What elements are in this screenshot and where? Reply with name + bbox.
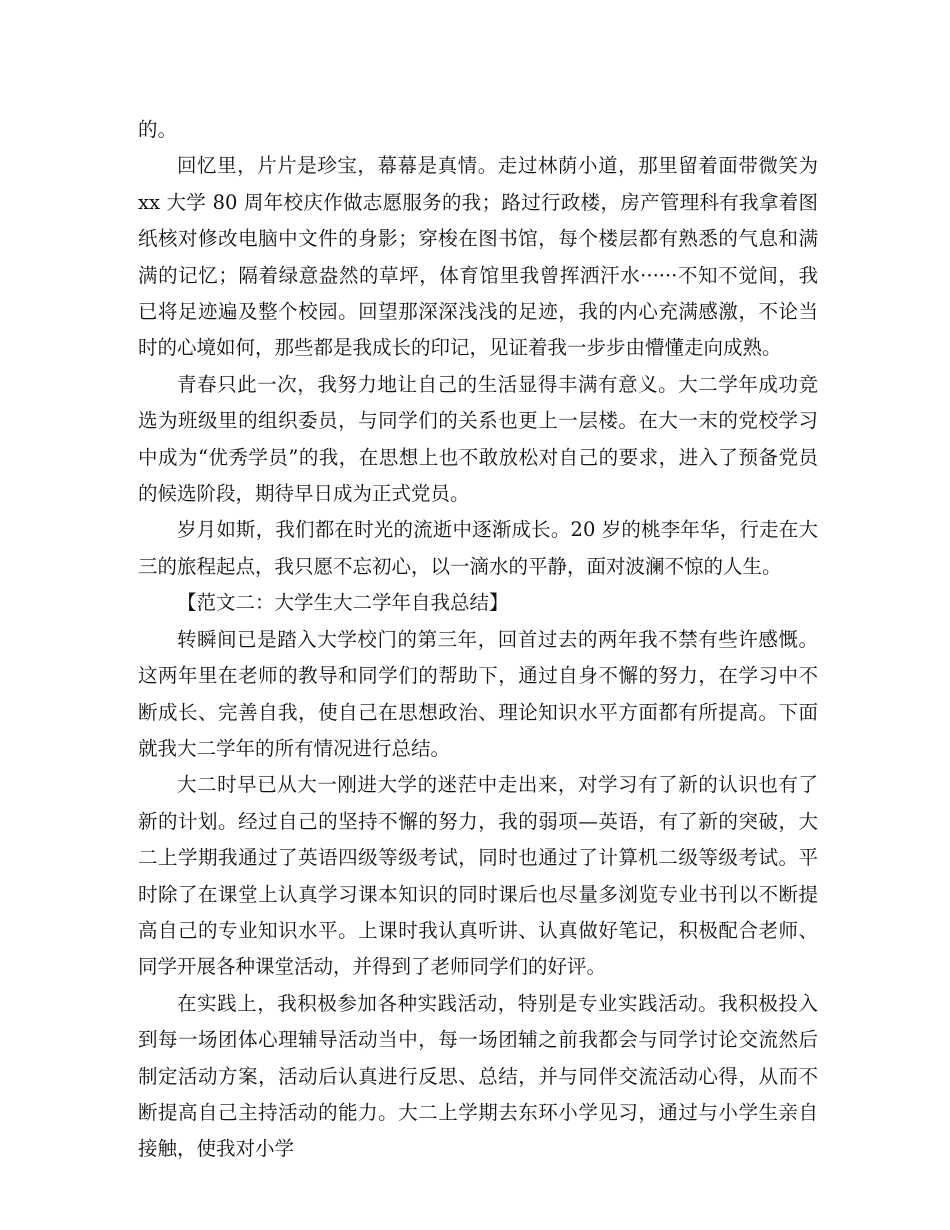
- paragraph-2: 回忆里，片片是珍宝，幕幕是真情。走过林荫小道，那里留着面带微笑为 xx 大学 80 周年校庆作做志愿服务的我；路过行政楼，房产管理科有我拿着图纸核对修改电脑中文件的身影；穿梭在图书馆，每个楼层都有熟悉的气息和满满的记忆；隔着绿意盎然的草坪，体育馆里我曾挥洒汗水······不知不觉间，我已将足迹遍及整个校园。回望那深深浅浅的足迹，我的内心充满感激，不论当时的心境如何，那些都是我成长的印记，见证着我一步步由懵懂走向成熟。: [138, 154, 818, 360]
- paragraph-4: 岁月如斯，我们都在时光的流逝中逐渐成长。20 岁的桃李年华，行走在大三的旅程起点，我只愿不忘初心，以一滴水的平静，面对波澜不惊的人生。: [138, 518, 818, 578]
- paragraph-6: 大二时早已从大一刚进大学的迷茫中走出来，对学习有了新的认识也有了新的计划。经过自己的坚持不懈的努力，我的弱项—英语，有了新的突破，大二上学期我通过了英语四级等级考试，同时也通过了计算机二级等级考试。平时除了在课堂上认真学习课本知识的同时课后也尽量多浏览专业书刊以不断提高自己的专业知识水平。上课时我认真听讲、认真做好笔记，积极配合老师、同学开展各种课堂活动，并得到了老师同学们的好评。: [138, 773, 818, 979]
- paragraph-1: 的。: [138, 118, 178, 141]
- paragraph-7: 在实践上，我积极参加各种实践活动，特别是专业实践活动。我积极投入到每一场团体心理辅导活动当中，每一场团辅之前我都会与同学讨论交流然后制定活动方案，活动后认真进行反思、总结，并与同伴交流活动心得，从而不断提高自己主持活动的能力。大二上学期去东环小学见习，通过与小学生亲自接触，使我对小学: [138, 991, 818, 1161]
- paragraph-5: 转瞬间已是踏入大学校门的第三年，回首过去的两年我不禁有些许感慨。这两年里在老师的教导和同学们的帮助下，通过自身不懈的努力，在学习中不断成长、完善自我，使自己在思想政治、理论知识水平方面都有所提高。下面就我大二学年的所有情况进行总结。: [138, 627, 818, 760]
- section-heading: 【范文二：大学生大二学年自我总结】: [177, 591, 509, 615]
- paragraph-3: 青春只此一次，我努力地让自己的生活显得丰满有意义。大二学年成功竞选为班级里的组织委员，与同学们的关系也更上一层楼。在大一末的党校学习中成为“优秀学员”的我，在思想上也不敢放松对自己的要求，进入了预备党员的候选阶段，期待早日成为正式党员。: [138, 372, 818, 506]
- document-body: [138, 112, 818, 1168]
